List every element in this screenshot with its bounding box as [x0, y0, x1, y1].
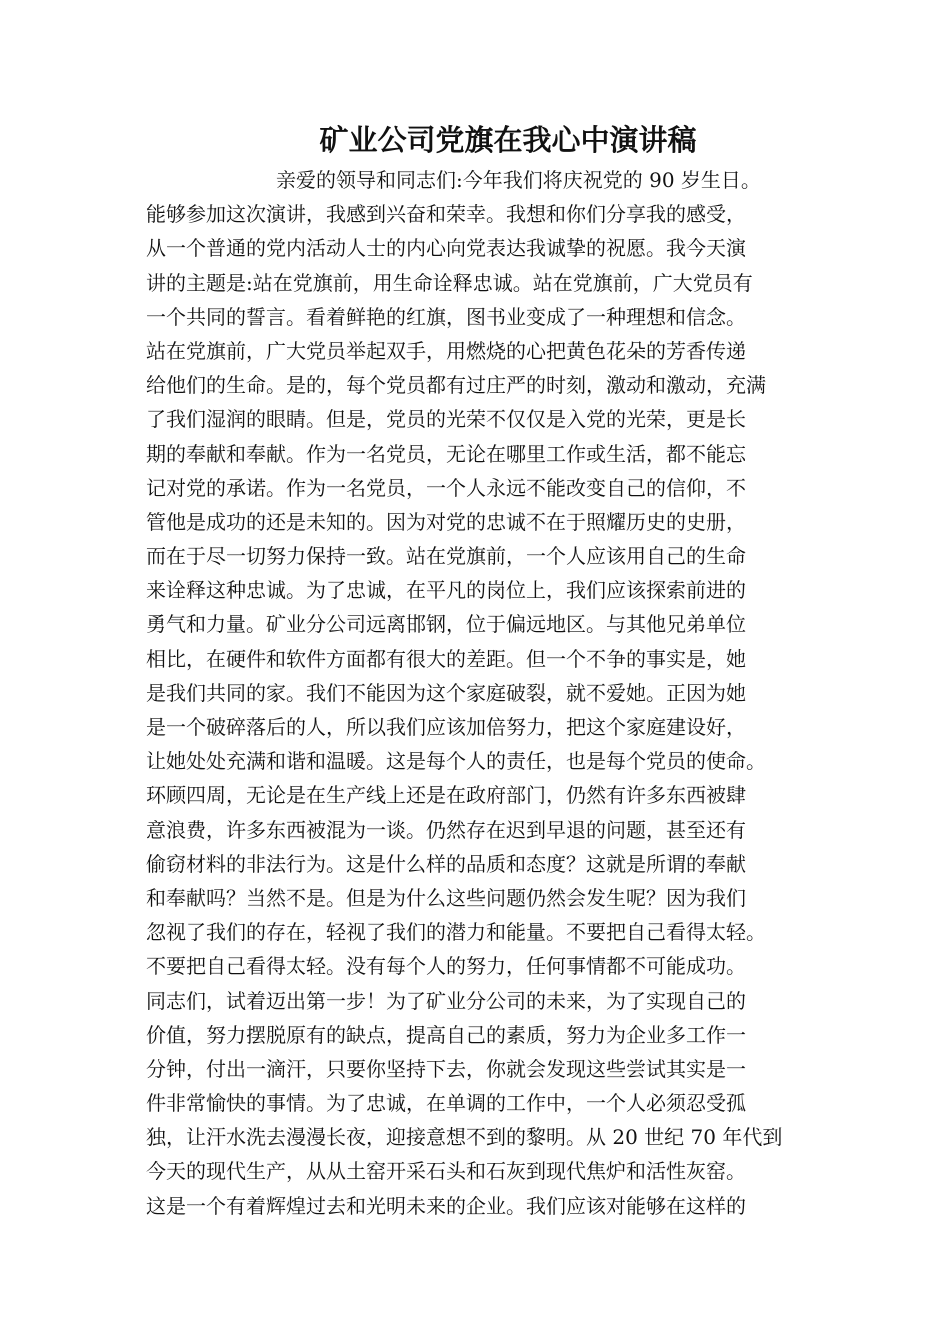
text-line: 从一个普通的党内活动人士的内心向党表达我诚挚的祝愿。我今天演 [146, 236, 746, 261]
text-line: 能够参加这次演讲，我感到兴奋和荣幸。我想和你们分享我的感受， [146, 202, 746, 227]
text-line: 期的奉献和奉献。作为一名党员，无论在哪里工作或生活，都不能忘 [146, 441, 746, 466]
text-line: 是我们共同的家。我们不能因为这个家庭破裂，就不爱她。正因为她 [146, 680, 746, 705]
text-line: 和奉献吗？当然不是。但是为什么这些问题仍然会发生呢？因为我们 [146, 885, 746, 910]
text-line: 同志们，试着迈出第一步！为了矿业分公司的未来，为了实现自己的 [146, 988, 746, 1013]
text-line: 价值，努力摆脱原有的缺点，提高自己的素质，努力为企业多工作一 [146, 1022, 746, 1047]
text-line: 是一个破碎落后的人，所以我们应该加倍努力，把这个家庭建设好， [146, 715, 746, 739]
text-line: 亲爱的领导和同志们:今年我们将庆祝党的 90 岁生日。 [276, 168, 761, 192]
text-line: 不要把自己看得太轻。没有每个人的努力，任何事情都不可能成功。 [146, 954, 746, 979]
text-line: 这是一个有着辉煌过去和光明未来的企业。我们应该对能够在这样的 [146, 1193, 746, 1218]
text-line: 记对党的承诺。作为一名党员，一个人永远不能改变自己的信仰，不 [146, 475, 746, 500]
text-line: 忽视了我们的存在，轻视了我们的潜力和能量。不要把自己看得太轻。 [146, 920, 766, 945]
text-line: 分钟，付出一滴汗，只要你坚持下去，你就会发现这些尝试其实是一 [146, 1056, 746, 1081]
text-line: 站在党旗前，广大党员举起双手，用燃烧的心把黄色花朵的芳香传递 [146, 338, 746, 363]
text-line: 让她处处充满和谐和温暖。这是每个人的责任，也是每个党员的使命。 [146, 749, 766, 774]
text-line: 讲的主题是:站在党旗前，用生命诠释忠诚。站在党旗前，广大党员有 [146, 270, 753, 295]
text-line: 来诠释这种忠诚。为了忠诚，在平凡的岗位上，我们应该探索前进的 [146, 578, 746, 603]
text-line: 意浪费，许多东西被混为一谈。仍然存在迟到早退的问题，甚至还有 [146, 817, 746, 842]
text-line: 独，让汗水洗去漫漫长夜，迎接意想不到的黎明。从 20 世纪 70 年代到 [146, 1125, 783, 1150]
text-line: 管他是成功的还是未知的。因为对党的忠诚不在于照耀历史的史册， [146, 509, 746, 534]
page-title: 矿业公司党旗在我心中演讲稿 [319, 123, 697, 157]
text-line: 偷窃材料的非法行为。这是什么样的品质和态度？这就是所谓的奉献 [146, 851, 746, 876]
text-line: 相比，在硬件和软件方面都有很大的差距。但一个不争的事实是，她 [146, 646, 746, 671]
text-line: 给他们的生命。是的，每个党员都有过庄严的时刻，激动和激动，充满 [146, 373, 766, 398]
text-line: 勇气和力量。矿业分公司远离邯钢，位于偏远地区。与其他兄弟单位 [146, 612, 746, 637]
text-line: 了我们湿润的眼睛。但是，党员的光荣不仅仅是入党的光荣，更是长 [146, 407, 746, 432]
speech-body [146, 163, 816, 1223]
text-line: 件非常愉快的事情。为了忠诚，在单调的工作中，一个人必须忍受孤 [146, 1091, 746, 1116]
text-line: 而在于尽一切努力保持一致。站在党旗前，一个人应该用自己的生命 [146, 544, 746, 569]
text-line: 今天的现代生产，从从土窑开采石头和石灰到现代焦炉和活性灰窑。 [146, 1159, 746, 1184]
text-line: 一个共同的誓言。看着鲜艳的红旗，图书业变成了一种理想和信念。 [146, 304, 746, 329]
text-line: 环顾四周，无论是在生产线上还是在政府部门，仍然有许多东西被肆 [146, 783, 746, 808]
